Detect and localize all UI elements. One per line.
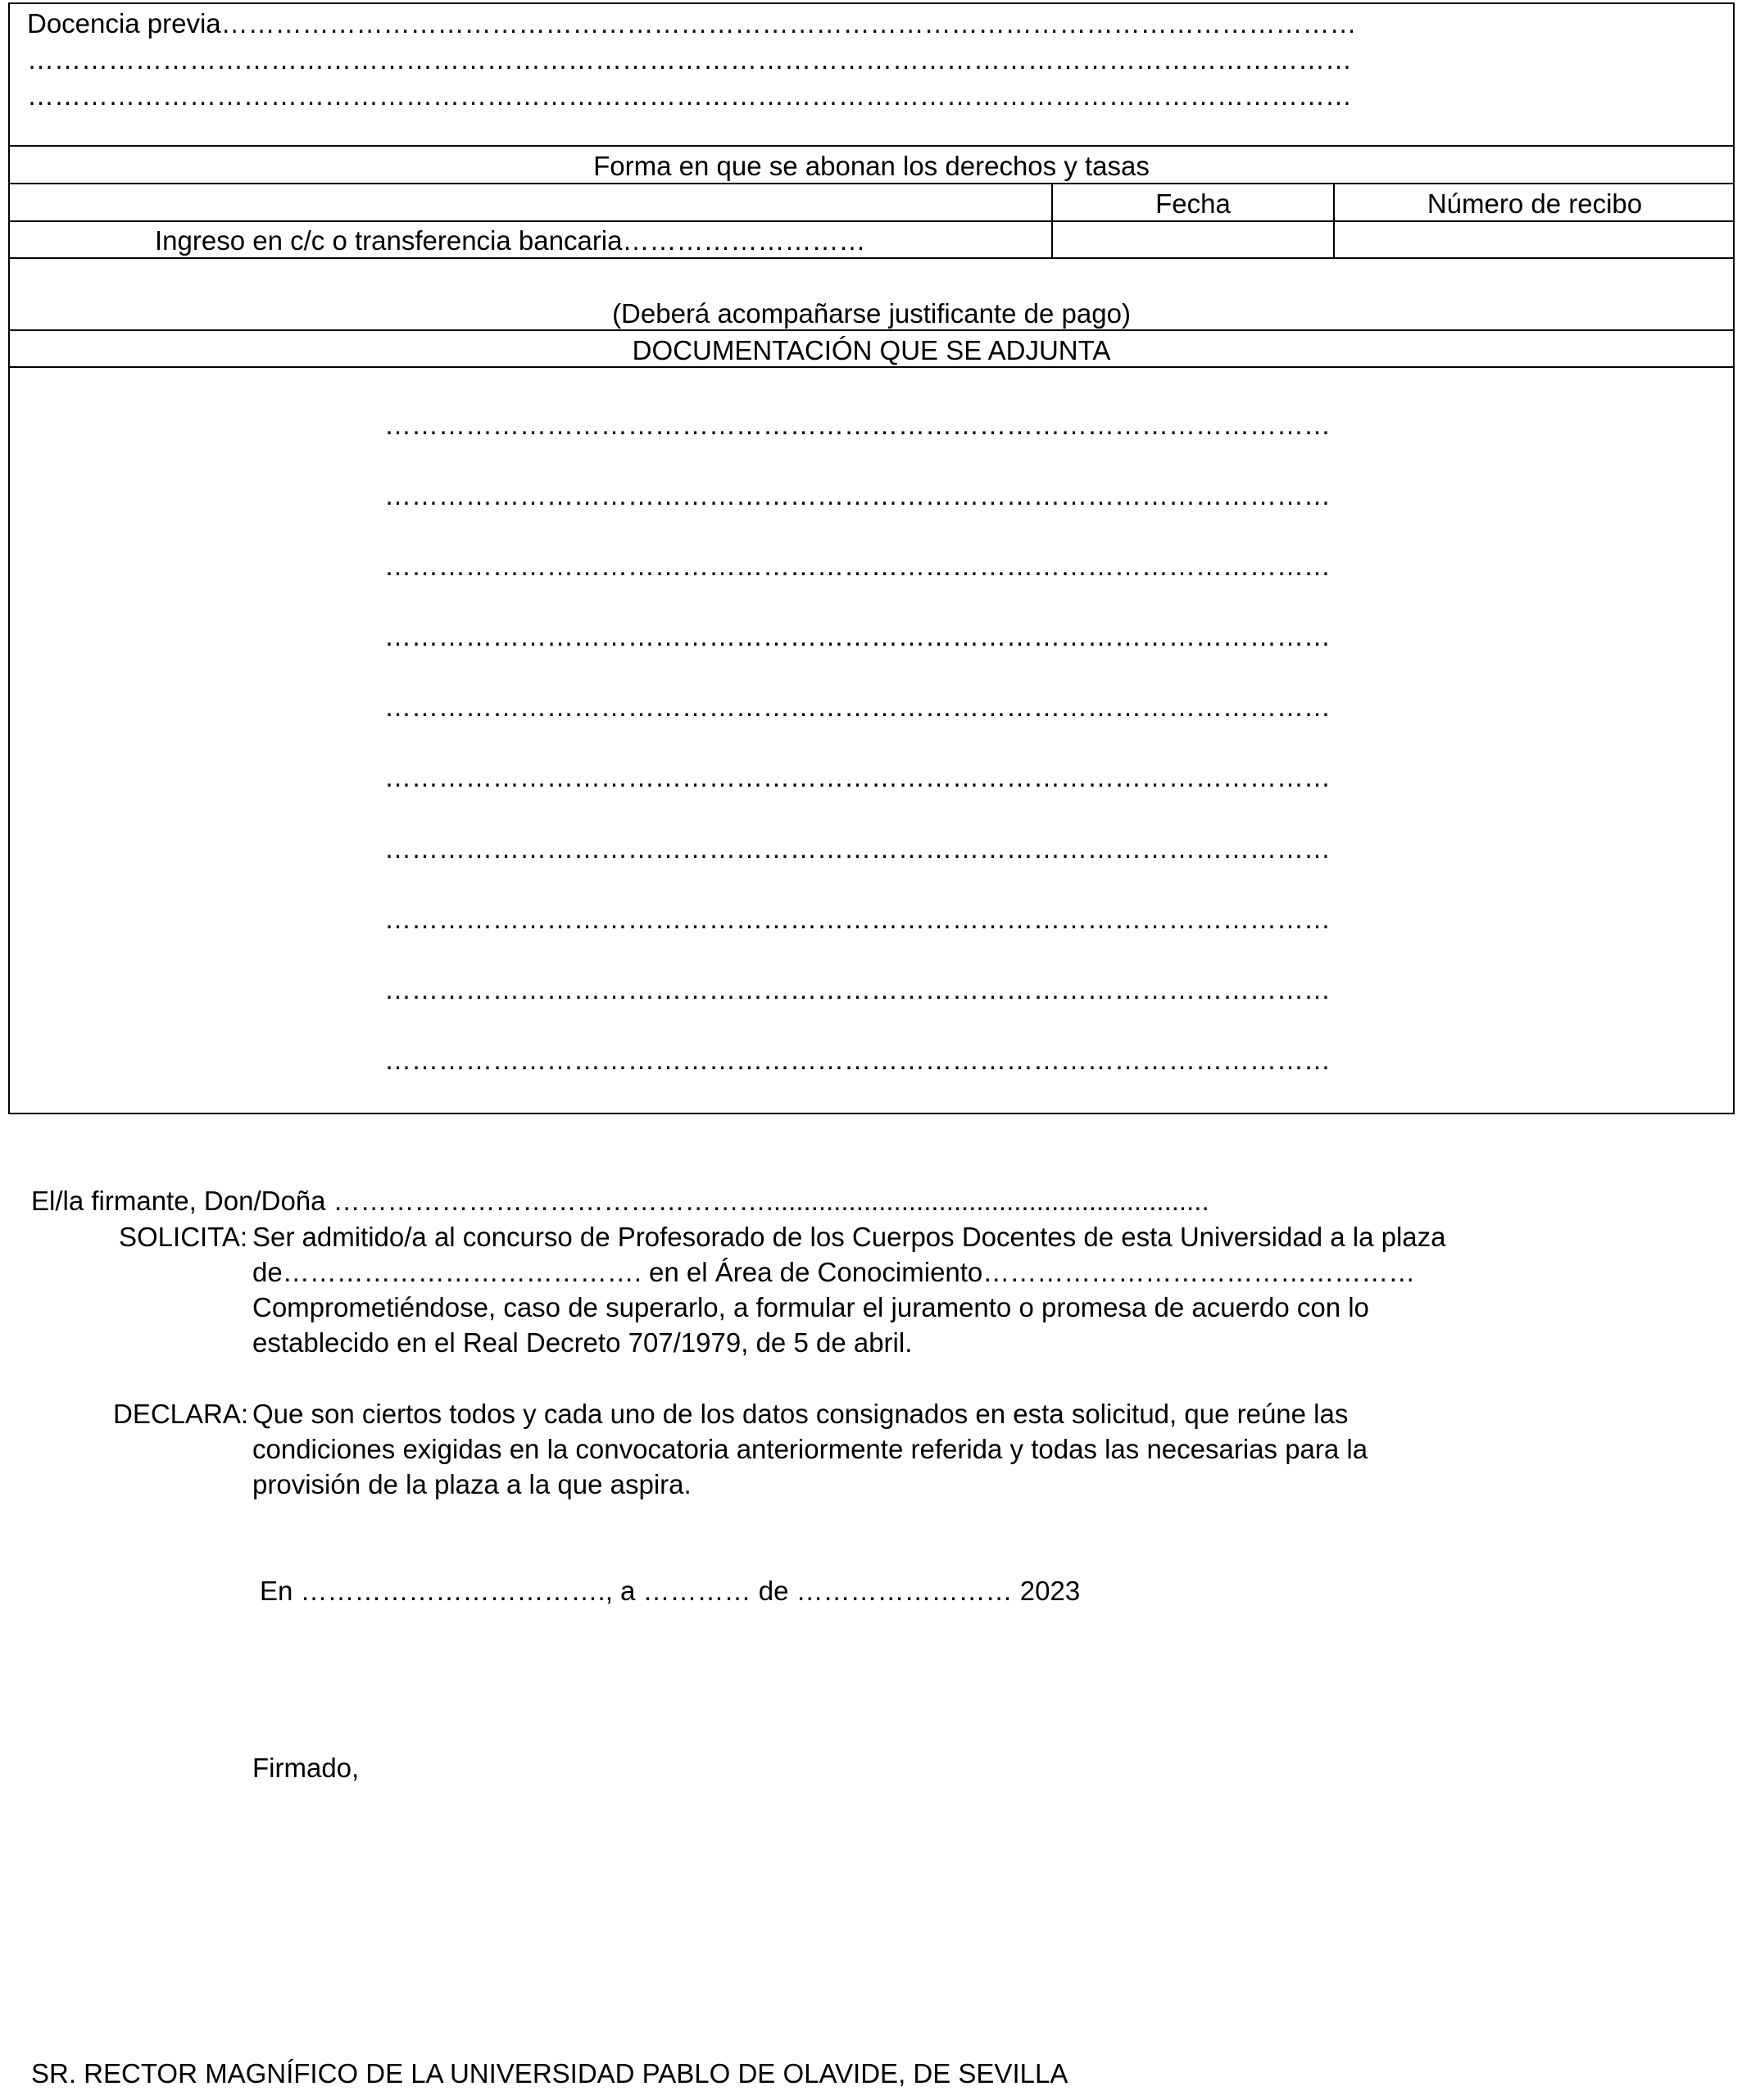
- payment-method-field[interactable]: Ingreso en c/c o transferencia bancaria………………………: [155, 225, 866, 256]
- solicita-text: Comprometiéndose, caso de superarlo, a formular el juramento o promesa de acuerdo con lo: [252, 1292, 1369, 1322]
- docencia-previa-line-3[interactable]: …………………………………………………………………………………………………………………………………: [27, 80, 1352, 111]
- solicita-plaza-field[interactable]: de…………………………………. en el Área de Conocimiento…………………………………………: [252, 1257, 1416, 1287]
- docencia-previa-field[interactable]: Docencia previa………………………………………………………………………………………………………………: [27, 8, 1357, 39]
- declara-text: provisión de la plaza a la que aspira.: [252, 1469, 692, 1499]
- documentation-line[interactable]: ……………………………………………………………………………………………: [384, 551, 1331, 581]
- divider: [8, 145, 1735, 147]
- declara-label: DECLARA:: [113, 1399, 249, 1429]
- fecha-header: Fecha: [1155, 188, 1231, 219]
- documentation-line[interactable]: ……………………………………………………………………………………………: [384, 480, 1331, 510]
- documentation-line[interactable]: ……………………………………………………………………………………………: [384, 1045, 1331, 1075]
- declara-text: condiciones exigidas en la convocatoria anteriormente referida y todas las necesarias para la: [252, 1434, 1368, 1464]
- payment-heading: Forma en que se abonan los derechos y tasas: [593, 151, 1150, 181]
- documentation-line[interactable]: ……………………………………………………………………………………………: [384, 410, 1331, 440]
- documentation-heading: DOCUMENTACIÓN QUE SE ADJUNTA: [632, 335, 1111, 365]
- solicita-text: establecido en el Real Decreto 707/1979, de 5 de abril.: [252, 1327, 913, 1358]
- firmado-label: Firmado,: [252, 1753, 360, 1783]
- solicita-label: SOLICITA:: [119, 1222, 248, 1252]
- documentation-line[interactable]: ……………………………………………………………………………………………: [384, 762, 1331, 792]
- documentation-line[interactable]: ……………………………………………………………………………………………: [384, 904, 1331, 934]
- documentation-line[interactable]: ……………………………………………………………………………………………: [384, 833, 1331, 864]
- payment-note: (Deberá acompañarse justificante de pago): [612, 298, 1131, 329]
- recipient-line: SR. RECTOR MAGNÍFICO DE LA UNIVERSIDAD PABLO DE OLAVIDE, DE SEVILLA: [31, 2058, 1068, 2089]
- docencia-previa-line-2[interactable]: …………………………………………………………………………………………………………………………………: [27, 44, 1352, 75]
- divider: [8, 183, 1735, 184]
- divider: [8, 329, 1735, 331]
- solicita-text: Ser admitido/a al concurso de Profesorado de los Cuerpos Docentes de esta Universidad a la plaza: [252, 1222, 1446, 1252]
- documentation-line[interactable]: ……………………………………………………………………………………………: [384, 974, 1331, 1005]
- divider: [8, 257, 1735, 259]
- documentation-line[interactable]: ……………………………………………………………………………………………: [384, 692, 1331, 722]
- date-place-field[interactable]: En ……………………………., a ………… de …………………… 2023: [260, 1576, 1081, 1606]
- documentation-line[interactable]: ……………………………………………………………………………………………: [384, 621, 1331, 651]
- numero-recibo-input[interactable]: [1335, 222, 1733, 257]
- numero-recibo-header: Número de recibo: [1427, 188, 1643, 219]
- fecha-input[interactable]: [1053, 222, 1333, 257]
- firmante-field[interactable]: El/la firmante, Don/Doña …………………………………………...........................................................: [31, 1186, 1209, 1216]
- divider: [8, 366, 1735, 368]
- declara-text: Que son ciertos todos y cada uno de los datos consignados en esta solicitud, que reúne las: [252, 1399, 1349, 1429]
